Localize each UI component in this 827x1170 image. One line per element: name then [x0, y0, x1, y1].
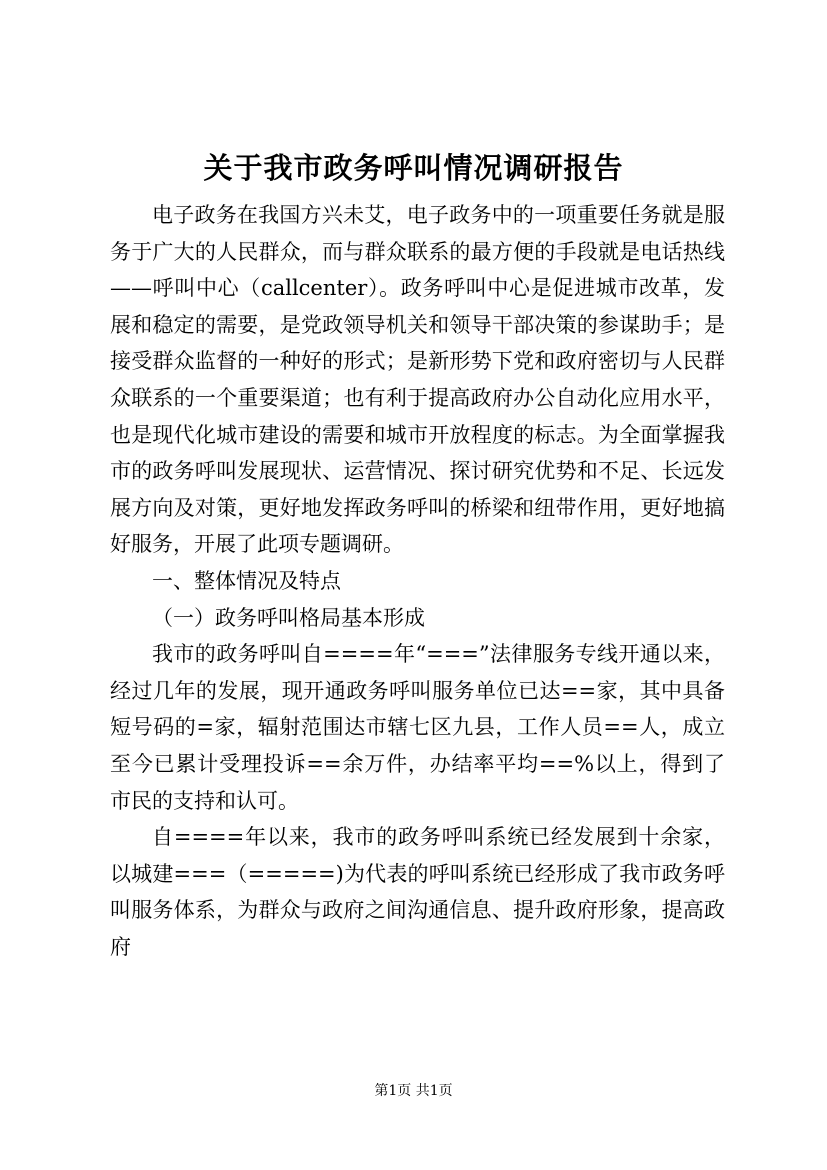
subsection-heading: （一）政务呼叫格局基本形成 — [152, 605, 425, 630]
document-title: 关于我市政务呼叫情况调研报告 — [203, 151, 624, 185]
section-heading: 一、整体情况及特点 — [152, 568, 341, 593]
intro-paragraph: 电子政务在我国方兴未艾，电子政务中的一项重要任务就是服务于广大的人民群众，而与群众联系的最方便的手段就是电话热线——呼叫中心（callcenter）。政务呼叫中心是促进城市改革，发展和稳定的需要，是党政领导机关和领导干部决策的参谋助手；是接受群众监督的一种好的形式；是新形势下党和政府密切与人民群众联系的一个重要渠道；也有利于提高政府办公自动化应用水平，也是现代化城市建设的需要和城市开放程度的标志。为全面掌握我市的政务呼叫发展现状、运营情况、探讨研究优势和不足、长远发展方向及对策，更好地发挥政务呼叫的桥梁和纽带作用，更好地搞好服务，开展了此项专题调研。 — [110, 203, 725, 557]
document-body — [110, 197, 725, 965]
body-paragraph-2: 我市的政务呼叫自====年“===”法律服务专线开通以来，经过几年的发展，现开通政务呼叫服务单位已达==家，其中具备短号码的=家，辐射范围达市辖七区九县，工作人员==人，成立至今已累计受理投诉==余万件，办结率平均==%以上，得到了市民的支持和认可。 — [110, 642, 725, 813]
body-paragraph-3: 自====年以来，我市的政务呼叫系统已经发展到十余家，以城建===（=====)为代表的呼叫系统已经形成了我市政务呼叫服务体系，为群众与政府之间沟通信息、提升政府形象，提高政府 — [110, 825, 725, 959]
page-number-footer: 第1页 共1页 — [374, 1083, 453, 1099]
